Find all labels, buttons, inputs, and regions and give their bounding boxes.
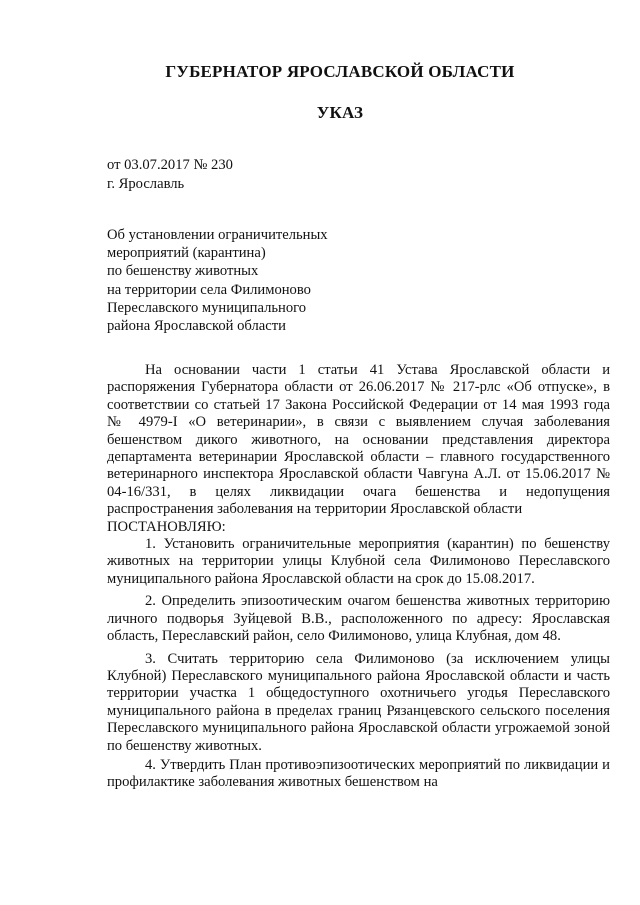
subject-line: по бешенству животных <box>107 263 259 280</box>
subject-line: Об установлении ограничительных <box>107 227 328 243</box>
preamble-paragraph: На основании части 1 статьи 41 Устава Ярославской области и распоряжения Губернатора области от 26.06.2017 № 217-рлс «Об отпуске», в соответствии со статьей 17 Закона Российской Федерации от 14 мая 1993 года № 4979-I «О ветеринарии», в связи с выявлением случая заболевания бешенством дикого животного, на основании представления директора департамента ветеринарии Ярославской области – главного государственного ветеринарного инспектора Ярославской области Чавгуна А.Л. от 15.06.2017 № 04-16/331, в целях ликвидации очага бешенства и недопущения распространения заболевания на территории Ярославской области <box>107 362 610 518</box>
document-date-number: от 03.07.2017 № 230 <box>107 157 233 173</box>
decree-item: 3. Считать территорию села Филимоново (за исключением улицы Клубной) Переславского муниципального района Ярославской области и часть территории участка 1 общедоступного охотничьего угодья Переславского муниципального района в пределах границ Рязанцевского сельского поселения Переславского муниципального района Ярославской области угрожаемой зоной по бешенству животных. <box>107 650 610 754</box>
subject-line: района Ярославской области <box>107 318 286 335</box>
decree-item: 1. Установить ограничительные мероприятия (карантин) по бешенству животных на территории улицы Клубной села Филимоново Переславского муниципального района Ярославской области на срок до 15.08.2017. <box>107 536 610 587</box>
document-title: ГУБЕРНАТОР ЯРОСЛАВСКОЙ ОБЛАСТИ <box>165 62 515 81</box>
decree-item: 2. Определить эпизоотическим очагом бешенства животных территорию личного подворья Зуйцевой В.В., расположенного по адресу: Ярославская область, Переславский район, село Филимоново, улица Клубная, дом 48. <box>107 593 610 645</box>
decree-item: 4. Утвердить План противоэпизоотических мероприятий по ликвидации и профилактике заболевания животных бешенством на <box>107 756 610 791</box>
subject-line: Переславского муниципального <box>107 299 307 316</box>
document-type: УКАЗ <box>316 103 364 122</box>
document-body <box>107 362 610 792</box>
decree-word: ПОСТАНОВЛЯЮ: <box>107 518 226 535</box>
document-subject <box>107 226 407 335</box>
subject-line: мероприятий (карантина) <box>107 245 266 262</box>
document-city: г. Ярославль <box>107 176 185 192</box>
subject-line: на территории села Филимоново <box>107 281 311 298</box>
